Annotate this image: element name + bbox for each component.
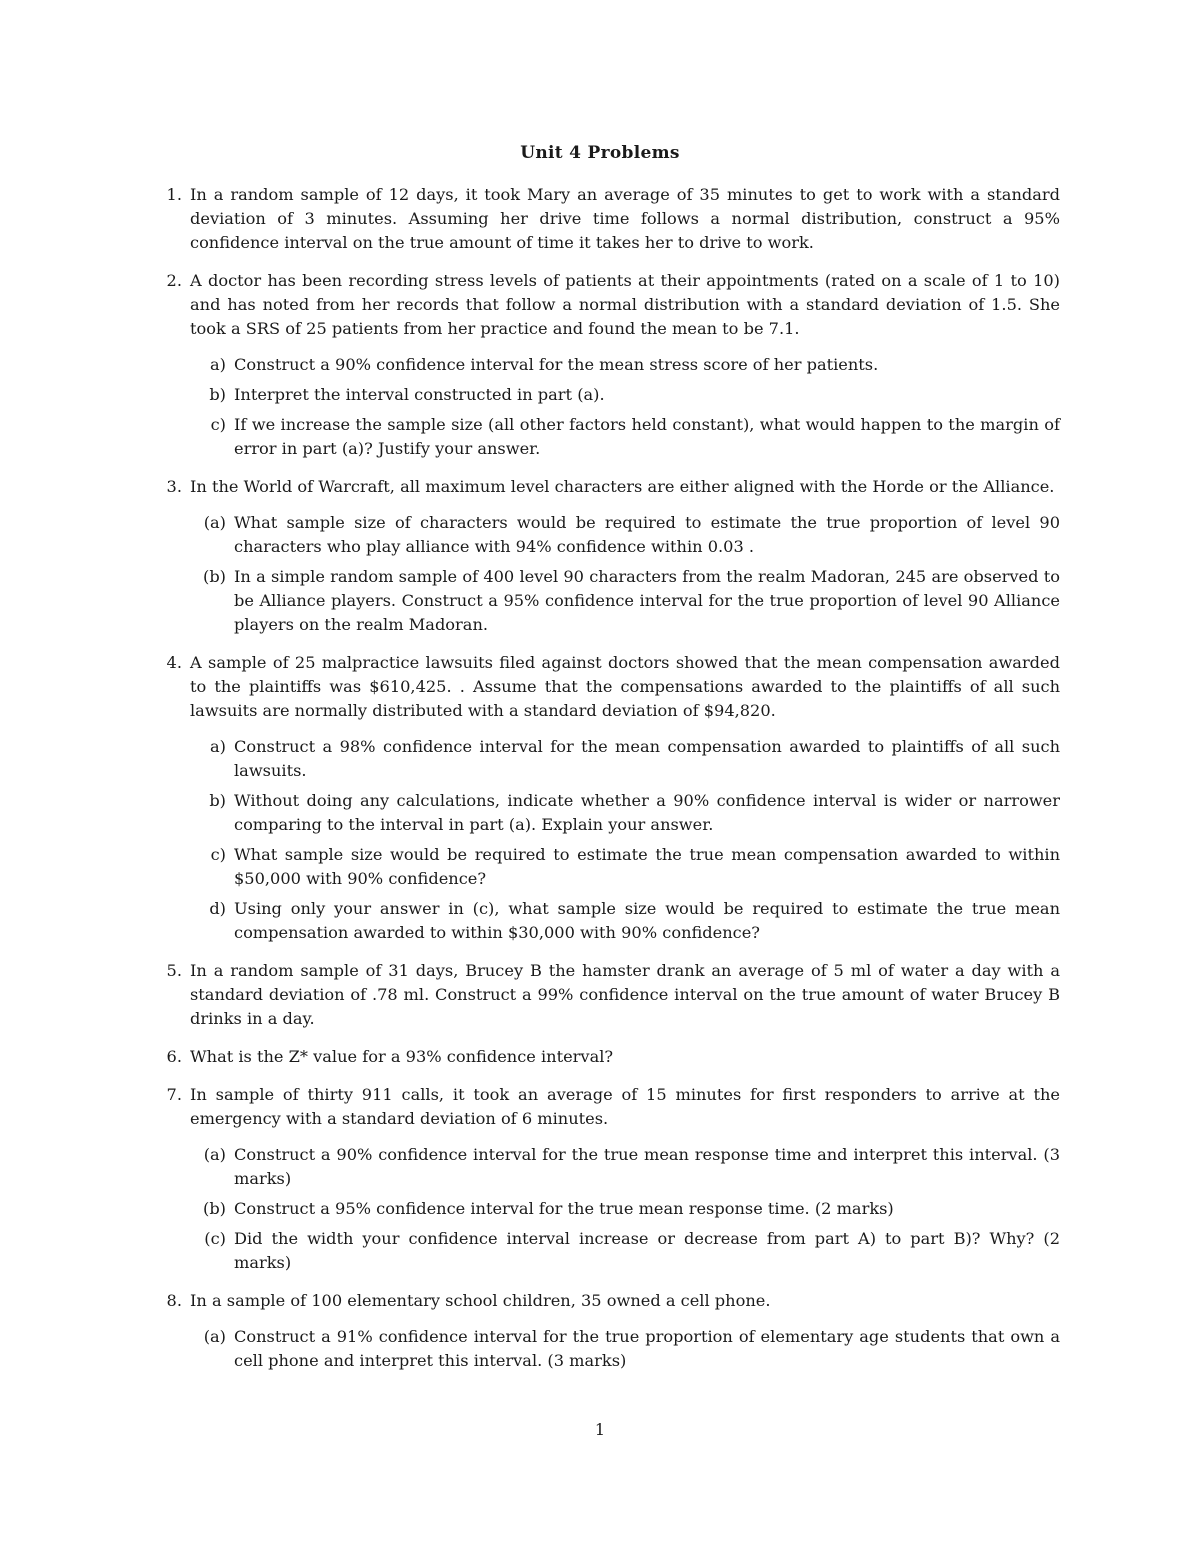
subquestion-item bbox=[190, 1143, 1060, 1191]
subquestion-text: Construct a 90% confidence interval for the mean stress score of her patients. bbox=[234, 355, 879, 374]
subquestion-text: What sample size of characters would be required to estimate the true proportion of level 90 characters who play alliance with 94% confidence within 0.03 . bbox=[234, 513, 1060, 556]
subquestion-item bbox=[190, 843, 1060, 891]
subquestion-label: (a) bbox=[203, 1145, 226, 1164]
subquestion-label: d) bbox=[209, 899, 226, 918]
subquestion-item bbox=[190, 353, 1060, 377]
subquestion-label: b) bbox=[209, 791, 226, 810]
problem-text: A doctor has been recording stress levels of patients at their appointments (rated on a scale of 1 to 10) and has noted from her records that follow a normal distribution with a standard deviation of 1.5. She took a SRS of 25 patients from her practice and found the mean to be 7.1. bbox=[190, 271, 1060, 338]
subquestion-label: c) bbox=[210, 845, 226, 864]
problem-number: 2. bbox=[166, 271, 182, 290]
subquestion-item bbox=[190, 383, 1060, 407]
page-number: 1 bbox=[594, 1420, 606, 1439]
problem-number: 5. bbox=[166, 961, 182, 980]
subquestion-item bbox=[190, 1325, 1060, 1373]
problem-text: In sample of thirty 911 calls, it took an average of 15 minutes for first responders to arrive at the emergency with a standard deviation of 6 minutes. bbox=[190, 1085, 1060, 1128]
subquestion-label: (b) bbox=[203, 567, 226, 586]
subquestion-text: Construct a 95% confidence interval for the true mean response time. (2 marks) bbox=[234, 1199, 894, 1218]
problem-number: 7. bbox=[166, 1085, 182, 1104]
subquestion-text: Construct a 91% confidence interval for the true proportion of elementary age students that own a cell phone and interpret this interval. (3 marks) bbox=[234, 1327, 1060, 1370]
problem-text: In a random sample of 31 days, Brucey B the hamster drank an average of 5 ml of water a day with a standard deviation of .78 ml. Construct a 99% confidence interval on the true amount of water Brucey B drinks in a day. bbox=[190, 961, 1060, 1028]
subquestion-text: Did the width your confidence interval increase or decrease from part A) to part B)? Why? (2 marks) bbox=[234, 1229, 1060, 1272]
problem-text: In the World of Warcraft, all maximum level characters are either aligned with the Horde or the Alliance. bbox=[190, 477, 1055, 496]
subquestion-list bbox=[190, 1325, 1060, 1373]
subquestion-text: Without doing any calculations, indicate whether a 90% confidence interval is wider or narrower comparing to the interval in part (a). Explain your answer. bbox=[234, 791, 1060, 834]
subquestion-item bbox=[190, 565, 1060, 637]
subquestion-label: (c) bbox=[204, 1229, 226, 1248]
problem-number: 8. bbox=[166, 1291, 182, 1310]
subquestion-item bbox=[190, 1227, 1060, 1275]
problem-text: What is the Z* value for a 93% confidence interval? bbox=[190, 1047, 614, 1066]
subquestion-list bbox=[190, 1143, 1060, 1275]
subquestion-item bbox=[190, 1197, 1060, 1221]
subquestion-label: (b) bbox=[203, 1199, 226, 1218]
subquestion-item bbox=[190, 735, 1060, 783]
subquestion-list bbox=[190, 511, 1060, 637]
subquestion-item bbox=[190, 511, 1060, 559]
problem-item bbox=[160, 1045, 1060, 1069]
problem-text: In a random sample of 12 days, it took Mary an average of 35 minutes to get to work with a standard deviation of 3 minutes. Assuming her drive time follows a normal distribution, construct a 95% confidence interval on the true amount of time it takes her to drive to work. bbox=[190, 185, 1060, 252]
problem-item bbox=[160, 183, 1060, 255]
subquestion-label: (a) bbox=[203, 1327, 226, 1346]
subquestion-text: What sample size would be required to estimate the true mean compensation awarded to within $50,000 with 90% confidence? bbox=[234, 845, 1060, 888]
subquestion-label: a) bbox=[210, 737, 226, 756]
problem-text: In a sample of 100 elementary school children, 35 owned a cell phone. bbox=[190, 1291, 771, 1310]
subquestion-label: b) bbox=[209, 385, 226, 404]
subquestion-item bbox=[190, 413, 1060, 461]
problem-text: A sample of 25 malpractice lawsuits filed against doctors showed that the mean compensation awarded to the plaintiffs was $610,425. . Assume that the compensations awarded to the plaintiffs of all such lawsuits are normally distributed with a standard deviation of $94,820. bbox=[190, 653, 1060, 720]
problem-item bbox=[160, 651, 1060, 945]
problem-number: 4. bbox=[166, 653, 182, 672]
problem-list bbox=[160, 183, 1060, 1373]
problem-number: 6. bbox=[166, 1047, 182, 1066]
subquestion-text: Interpret the interval constructed in part (a). bbox=[234, 385, 605, 404]
subquestion-text: Using only your answer in (c), what sample size would be required to estimate the true mean compensation awarded to within $30,000 with 90% confidence? bbox=[234, 899, 1060, 942]
subquestion-label: (a) bbox=[203, 513, 226, 532]
problem-item bbox=[160, 959, 1060, 1031]
page-title: Unit 4 Problems bbox=[520, 143, 680, 163]
subquestion-list bbox=[190, 735, 1060, 945]
problem-item bbox=[160, 1289, 1060, 1373]
subquestion-text: If we increase the sample size (all other factors held constant), what would happen to the margin of error in part (a)? Justify your answer. bbox=[234, 415, 1060, 458]
subquestion-text: In a simple random sample of 400 level 90 characters from the realm Madoran, 245 are observed to be Alliance players. Construct a 95% confidence interval for the true proportion of level 90 Alliance players on the realm Madoran. bbox=[234, 567, 1060, 634]
problem-item bbox=[160, 475, 1060, 637]
subquestion-text: Construct a 90% confidence interval for the true mean response time and interpret this interval. (3 marks) bbox=[234, 1145, 1060, 1188]
subquestion-item bbox=[190, 789, 1060, 837]
subquestion-label: a) bbox=[210, 355, 226, 374]
problem-item bbox=[160, 1083, 1060, 1275]
problem-number: 3. bbox=[166, 477, 182, 496]
subquestion-item bbox=[190, 897, 1060, 945]
subquestion-text: Construct a 98% confidence interval for the mean compensation awarded to plaintiffs of all such lawsuits. bbox=[234, 737, 1060, 780]
subquestion-list bbox=[190, 353, 1060, 461]
problem-item bbox=[160, 269, 1060, 461]
problem-number: 1. bbox=[166, 185, 182, 204]
subquestion-label: c) bbox=[210, 415, 226, 434]
